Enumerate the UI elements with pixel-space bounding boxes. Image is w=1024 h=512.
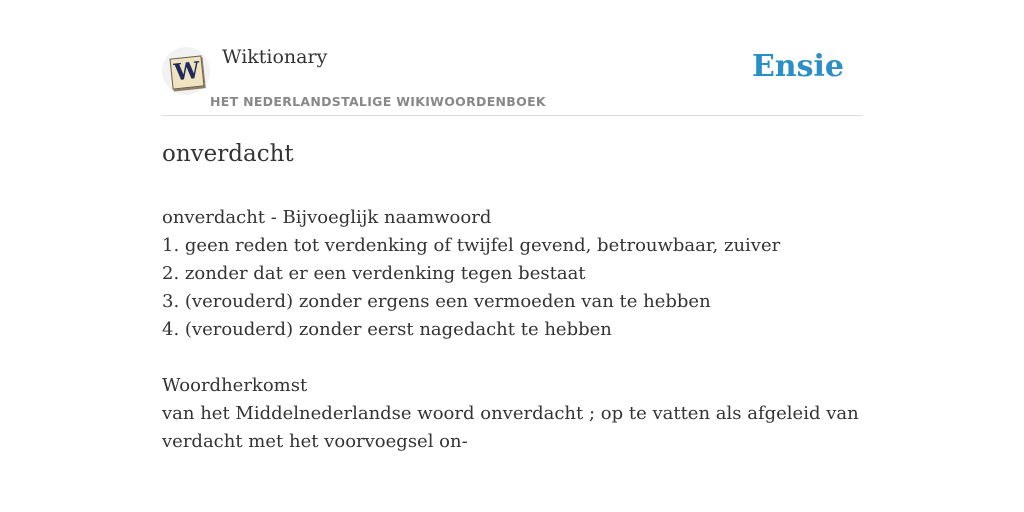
logo-tile: [169, 55, 204, 89]
definition-item: 4. (verouderd) zonder eerst nagedacht te hebben: [162, 319, 612, 340]
etymology-text: van het Middelnederlandse woord onverdacht ; op te vatten als afgeleid van verdacht met het voorvoegsel on-: [162, 403, 859, 452]
entry-content: [162, 138, 862, 456]
definition-item: 3. (verouderd) zonder ergens een vermoeden van te hebben: [162, 291, 711, 312]
site-subtitle: HET NEDERLANDSTALIGE WIKIWOORDENBOEK: [210, 94, 546, 109]
page-title: onverdacht: [162, 141, 294, 167]
entry-heading: onverdacht - Bijvoeglijk naamwoord: [162, 207, 492, 228]
site-title[interactable]: Wiktionary: [222, 46, 328, 68]
wiktionary-logo-icon[interactable]: [162, 47, 210, 95]
site-header: [162, 44, 862, 116]
definition-item: 2. zonder dat er een verdenking tegen bestaat: [162, 263, 586, 284]
logo-letter: W: [172, 56, 202, 87]
brand-logo[interactable]: Ensie: [751, 49, 844, 84]
etymology-label: Woordherkomst: [162, 375, 308, 396]
section-spacer: [162, 344, 862, 372]
definition-item: 1. geen reden tot verdenking of twijfel gevend, betrouwbaar, zuiver: [162, 235, 781, 256]
